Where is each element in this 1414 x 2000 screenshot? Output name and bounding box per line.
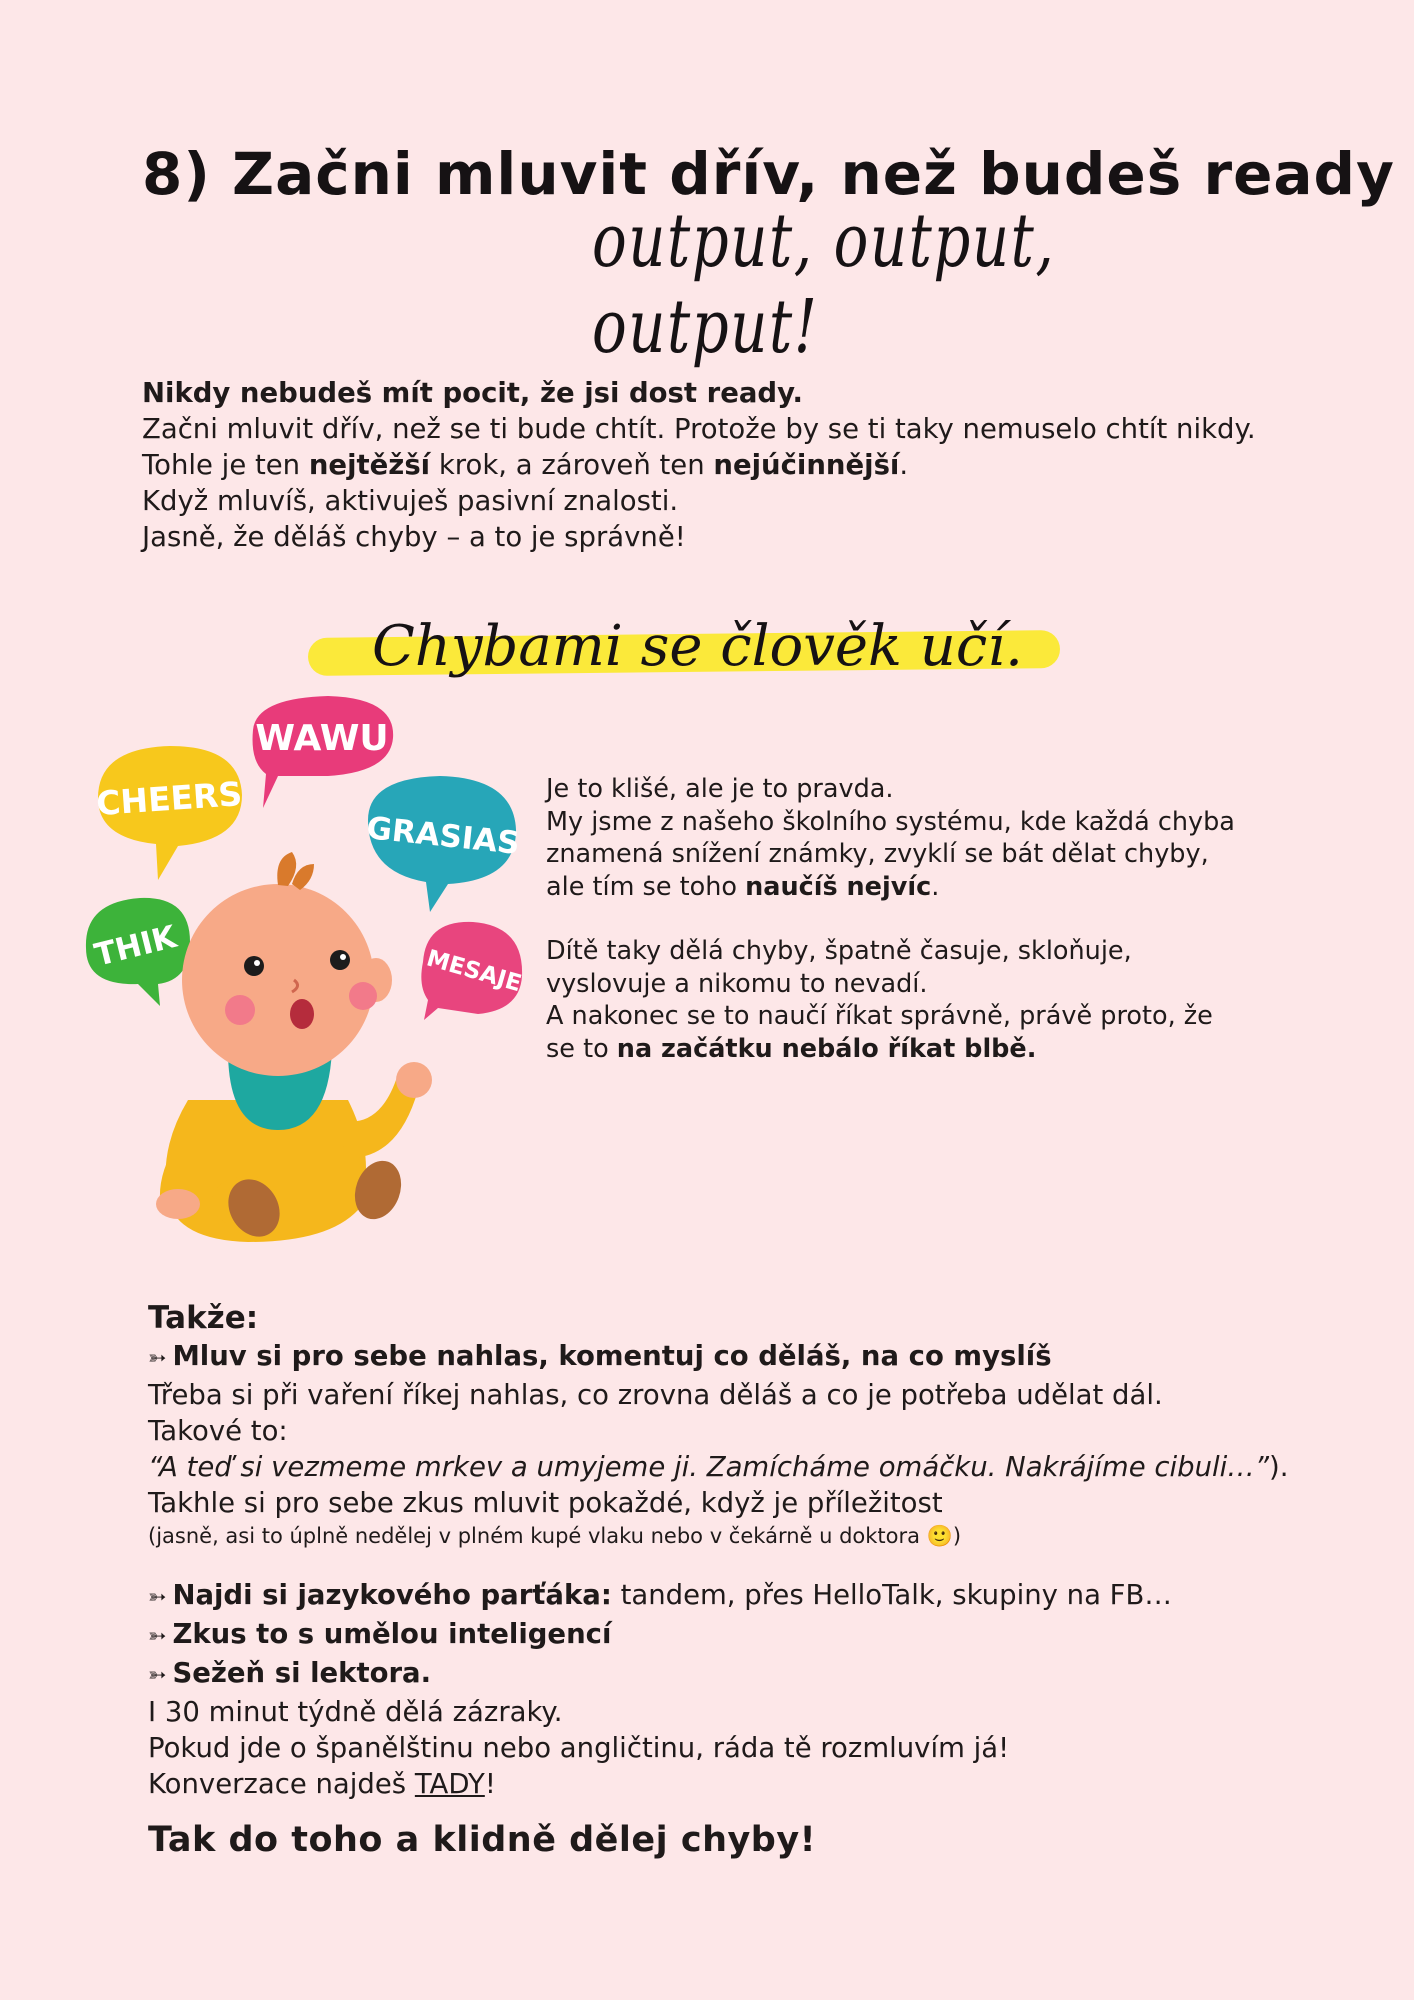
bubble-grasias-label: GRASIAS — [364, 810, 522, 862]
page-subtitle: output, output, output! — [592, 198, 1056, 370]
bubble-cheers-label: CHEERS — [94, 773, 244, 824]
tip-line: Takhle si pro sebe zkus mluvit pokaždé, když je příležitost — [148, 1487, 943, 1519]
intro-text: . — [899, 449, 909, 481]
slogan-text: Chybami se člověk učí. — [372, 614, 1023, 679]
side-text-span: se to — [546, 1033, 617, 1064]
baby-illustration — [78, 680, 538, 1250]
arrow-icon: ➳ — [148, 1585, 167, 1610]
tip-title: Zkus to s umělou inteligencí — [172, 1618, 612, 1650]
tip-quote: “A teď si vezmeme mrkev a umyjeme ji. Zamícháme omáčku. Nakrájíme cibuli…” — [148, 1451, 1270, 1483]
arrow-icon: ➳ — [148, 1663, 167, 1688]
tip-line — [148, 1449, 1388, 1485]
intro-emphasis: nejúčinnější — [713, 449, 900, 481]
tips-heading: Takže: — [148, 1300, 259, 1336]
bubble-thik-label: THIK — [91, 918, 181, 974]
tip-title: Najdi si jazykového parťáka: — [172, 1579, 612, 1611]
side-emphasis: na začátku nebálo říkat blbě. — [616, 1033, 1037, 1064]
bubble-mesaje — [421, 922, 524, 1020]
side-line: Dítě taky dělá chyby, špatně časuje, skloňuje, — [546, 936, 1132, 966]
side-line: vyslovuje a nikomu to nevadí. — [546, 968, 928, 999]
intro-line — [142, 447, 1342, 483]
tip-line: I 30 minut týdně dělá zázraky. — [148, 1696, 563, 1728]
tip-note: (jasně, asi to úplně nedělej v plném kupé vlaku nebo v čekárně u doktora 🙂) — [148, 1524, 962, 1548]
tip-line: Třeba si při vaření říkej nahlas, co zrovna děláš a co je potřeba udělat dál. — [148, 1379, 1163, 1411]
bubble-wawu-label: WAWU — [255, 718, 389, 759]
bubble-wawu — [253, 696, 394, 808]
bubble-cheers — [95, 746, 243, 880]
bubble-grasias — [365, 776, 521, 912]
spacer — [546, 903, 1376, 935]
arrow-icon: ➳ — [148, 1346, 167, 1371]
tip-line: Pokud jde o španělštinu nebo angličtinu, ráda tě rozmluvím já! — [148, 1732, 1010, 1764]
intro-section — [142, 375, 1342, 555]
tip-text: Konverzace najdeš — [148, 1768, 415, 1800]
side-line: Je to klišé, ale je to pravda. — [546, 774, 894, 804]
closing-line: Tak do toho a klidně dělej chyby! — [148, 1820, 817, 1860]
side-line: znamená snížení známky, zvyklí se bát dělat chyby, — [546, 839, 1209, 869]
side-text-span: ale tím se toho — [546, 871, 746, 902]
tip-title: Mluv si pro sebe nahlas, komentuj co děláš, na co myslíš — [172, 1340, 1052, 1372]
intro-text: krok, a zároveň ten — [430, 449, 714, 481]
intro-text: Tohle je ten — [142, 449, 309, 481]
tip-item — [148, 1655, 1388, 1694]
side-emphasis: naučíš nejvíc — [745, 871, 932, 902]
intro-emphasis: nejtěžší — [308, 449, 431, 481]
tip-text: ! — [484, 1768, 496, 1800]
intro-bold-line: Nikdy nebudeš mít pocit, že jsi dost ready. — [142, 377, 803, 409]
side-line — [546, 871, 1376, 904]
intro-line: Jasně, že děláš chyby – a to je správně! — [142, 521, 686, 553]
intro-line: Začni mluvit dřív, než se ti bude chtít. Protože by se ti taky nemuselo chtít nikdy. — [142, 413, 1256, 445]
tip-item — [148, 1338, 1388, 1377]
side-text-span: . — [931, 871, 940, 902]
side-line: A nakonec se to naučí říkat správně, právě proto, že — [546, 1001, 1213, 1031]
intro-line: Když mluvíš, aktivuješ pasivní znalosti. — [142, 485, 679, 517]
tip-text: tandem, přes HelloTalk, skupiny na FB… — [611, 1579, 1172, 1611]
page-title: 8) Začni mluvit dřív, než budeš ready — [142, 140, 1395, 208]
side-text — [546, 773, 1376, 1065]
tip-line — [148, 1766, 1388, 1802]
tips-section — [148, 1298, 1388, 1802]
intro-line — [142, 375, 1342, 411]
tip-item — [148, 1577, 1388, 1616]
conversation-link[interactable]: TADY — [414, 1768, 485, 1800]
side-line — [546, 1033, 1376, 1066]
baby-figure — [156, 852, 432, 1246]
tip-item — [148, 1616, 1388, 1655]
tip-title: Sežeň si lektora. — [172, 1657, 432, 1689]
tip-text: ). — [1269, 1451, 1289, 1483]
side-line: My jsme z našeho školního systému, kde každá chyba — [546, 806, 1235, 837]
bubble-thik — [86, 898, 190, 1006]
tip-line: Takové to: — [148, 1415, 288, 1447]
bubble-mesaje-label: MESAJE — [423, 945, 525, 998]
spacer — [148, 1551, 1388, 1577]
arrow-icon: ➳ — [148, 1624, 167, 1649]
